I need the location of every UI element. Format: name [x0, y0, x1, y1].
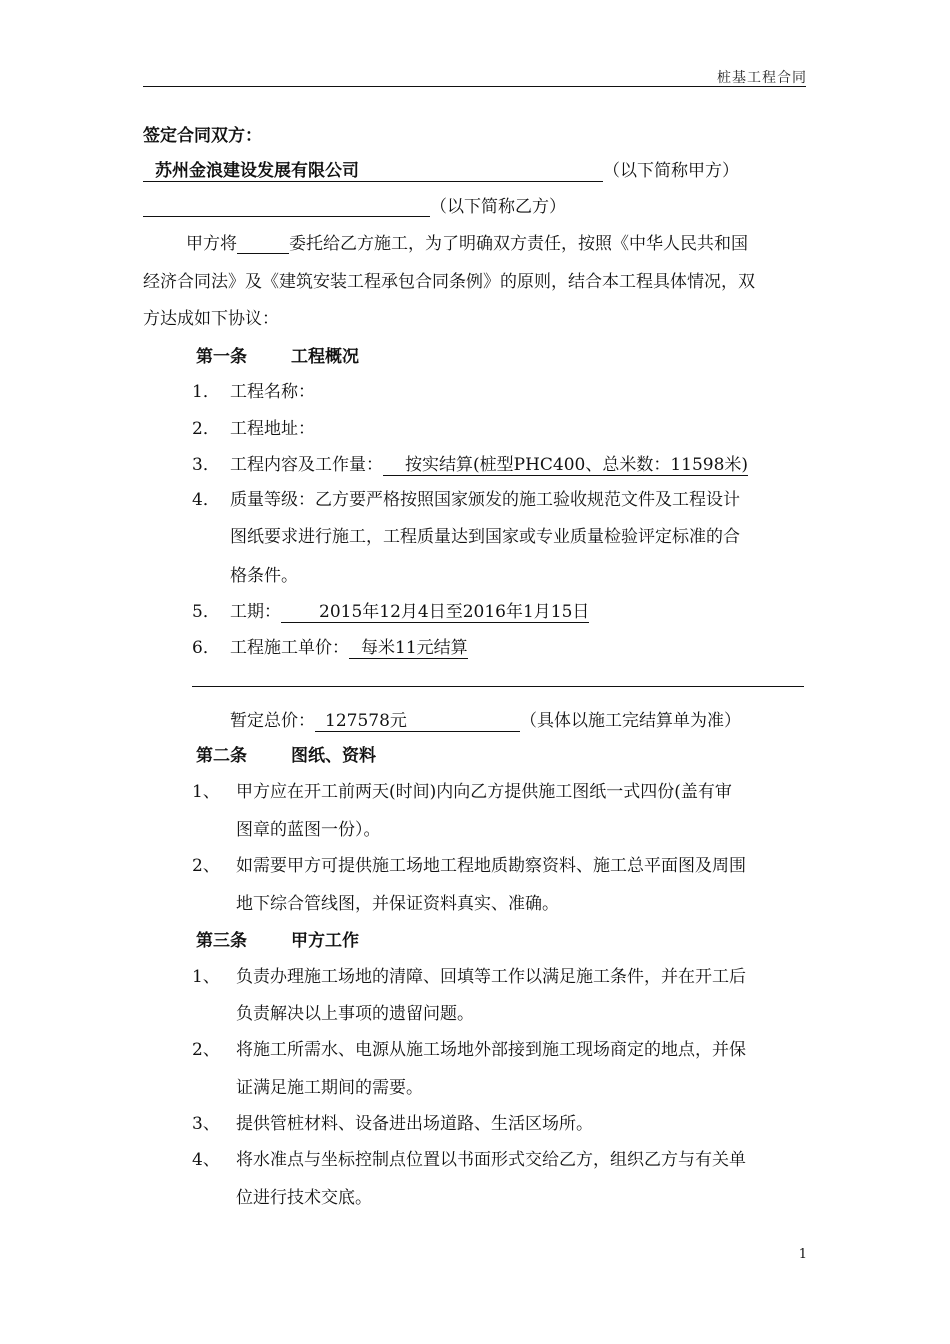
- running-header: 桩基工程合同: [717, 70, 807, 86]
- total-price-value: 127578元: [315, 711, 520, 732]
- article3-item1-num: 1、: [192, 967, 220, 987]
- article2-item1-line2: 图章的蓝图一份）。: [236, 820, 381, 840]
- article1-item1-text: 工程名称：: [230, 382, 315, 402]
- article2-item1-line1: 甲方应在开工前两天(时间)内向乙方提供施工图纸一式四份(盖有审: [236, 782, 732, 802]
- article1-item3-num: 3．: [192, 455, 220, 475]
- article2-label: 第二条: [196, 746, 247, 766]
- intro-part1: 甲方将: [186, 234, 237, 254]
- party-a-line: [143, 156, 739, 182]
- article1-item6-text: 工程施工单价：: [230, 638, 349, 658]
- project-blank: [237, 235, 289, 254]
- article1-item3: [230, 450, 748, 476]
- duration-value: 2015年12月4日至2016年1月15日: [281, 602, 589, 623]
- article3-label: 第三条: [196, 931, 247, 951]
- article1-item4-line2: 图纸要求进行施工，工程质量达到国家或专业质量检验评定标准的合: [230, 527, 740, 547]
- article2-item1-num: 1、: [192, 782, 220, 802]
- total-price-line: [230, 706, 741, 732]
- article2-item2-line1: 如需要甲方可提供施工场地工程地质勘察资料、施工总平面图及周围: [236, 856, 746, 876]
- header-rule: [143, 86, 806, 87]
- article3-item1-line2: 负责解决以上事项的遗留问题。: [236, 1004, 474, 1024]
- article1-item6-num: 6．: [192, 638, 220, 658]
- party-b-line: [143, 192, 566, 217]
- parties-heading: 签定合同双方：: [143, 126, 262, 146]
- article3-item2-num: 2、: [192, 1040, 220, 1060]
- intro-part2: 委托给乙方施工，为了明确双方责任，按照《中华人民共和国: [289, 234, 748, 254]
- article1-item4-num: 4．: [192, 490, 220, 510]
- article3-item4-line1: 将水准点与坐标控制点位置以书面形式交给乙方，组织乙方与有关单: [236, 1150, 746, 1170]
- party-a-suffix: （以下简称甲方）: [603, 161, 739, 181]
- intro-line-2: 经济合同法》及《建筑安装工程承包合同条例》的原则，结合本工程具体情况，双: [143, 272, 755, 292]
- article3-item3-num: 3、: [192, 1114, 220, 1134]
- article2-item2-num: 2、: [192, 856, 220, 876]
- article3-item3-line1: 提供管桩材料、设备进出场道路、生活区场所。: [236, 1114, 593, 1134]
- article1-item5: [230, 597, 589, 623]
- divider-line: [192, 686, 804, 687]
- article3-item4-line2: 位进行技术交底。: [236, 1188, 372, 1208]
- article3-item4-num: 4、: [192, 1150, 220, 1170]
- article1-item6: [230, 633, 468, 659]
- work-volume-value: 按实结算(桩型PHC400、总米数：11598米): [383, 455, 748, 476]
- article1-item2-num: 2．: [192, 419, 220, 439]
- article2-title: 图纸、资料: [291, 746, 376, 766]
- intro-line-1: [186, 229, 748, 254]
- article2-heading: [196, 741, 376, 766]
- article1-title: 工程概况: [291, 347, 359, 367]
- article3-heading: [196, 926, 359, 951]
- article1-label: 第一条: [196, 347, 247, 367]
- party-b-suffix: （以下简称乙方）: [430, 197, 566, 217]
- article1-item5-text: 工期：: [230, 602, 281, 622]
- intro-line-3: 方达成如下协议：: [143, 309, 279, 329]
- article1-heading: [196, 342, 359, 367]
- article3-item2-line2: 证满足施工期间的需要。: [236, 1078, 423, 1098]
- article2-item2-line2: 地下综合管线图，并保证资料真实、准确。: [236, 894, 559, 914]
- article3-item2-line1: 将施工所需水、电源从施工场地外部接到施工现场商定的地点，并保: [236, 1040, 746, 1060]
- article1-item4-line3: 格条件。: [230, 566, 298, 586]
- article3-title: 甲方工作: [291, 931, 359, 951]
- article1-item1-num: 1．: [192, 382, 220, 402]
- unit-price-value: 每米11元结算: [349, 638, 468, 659]
- article3-item1-line1: 负责办理施工场地的清障、回填等工作以满足施工条件，并在开工后: [236, 967, 746, 987]
- party-b-name-blank: [143, 198, 430, 217]
- total-price-note: （具体以施工完结算单为准）: [520, 711, 741, 731]
- article1-item3-text: 工程内容及工作量：: [230, 455, 383, 475]
- page-number: 1: [798, 1247, 807, 1262]
- article1-item4-line1: 质量等级：乙方要严格按照国家颁发的施工验收规范文件及工程设计: [230, 490, 740, 510]
- total-price-label: 暂定总价：: [230, 711, 315, 731]
- article1-item5-num: 5．: [192, 602, 220, 622]
- article1-item2-text: 工程地址：: [230, 419, 315, 439]
- party-a-name: 苏州金浪建设发展有限公司: [143, 161, 603, 182]
